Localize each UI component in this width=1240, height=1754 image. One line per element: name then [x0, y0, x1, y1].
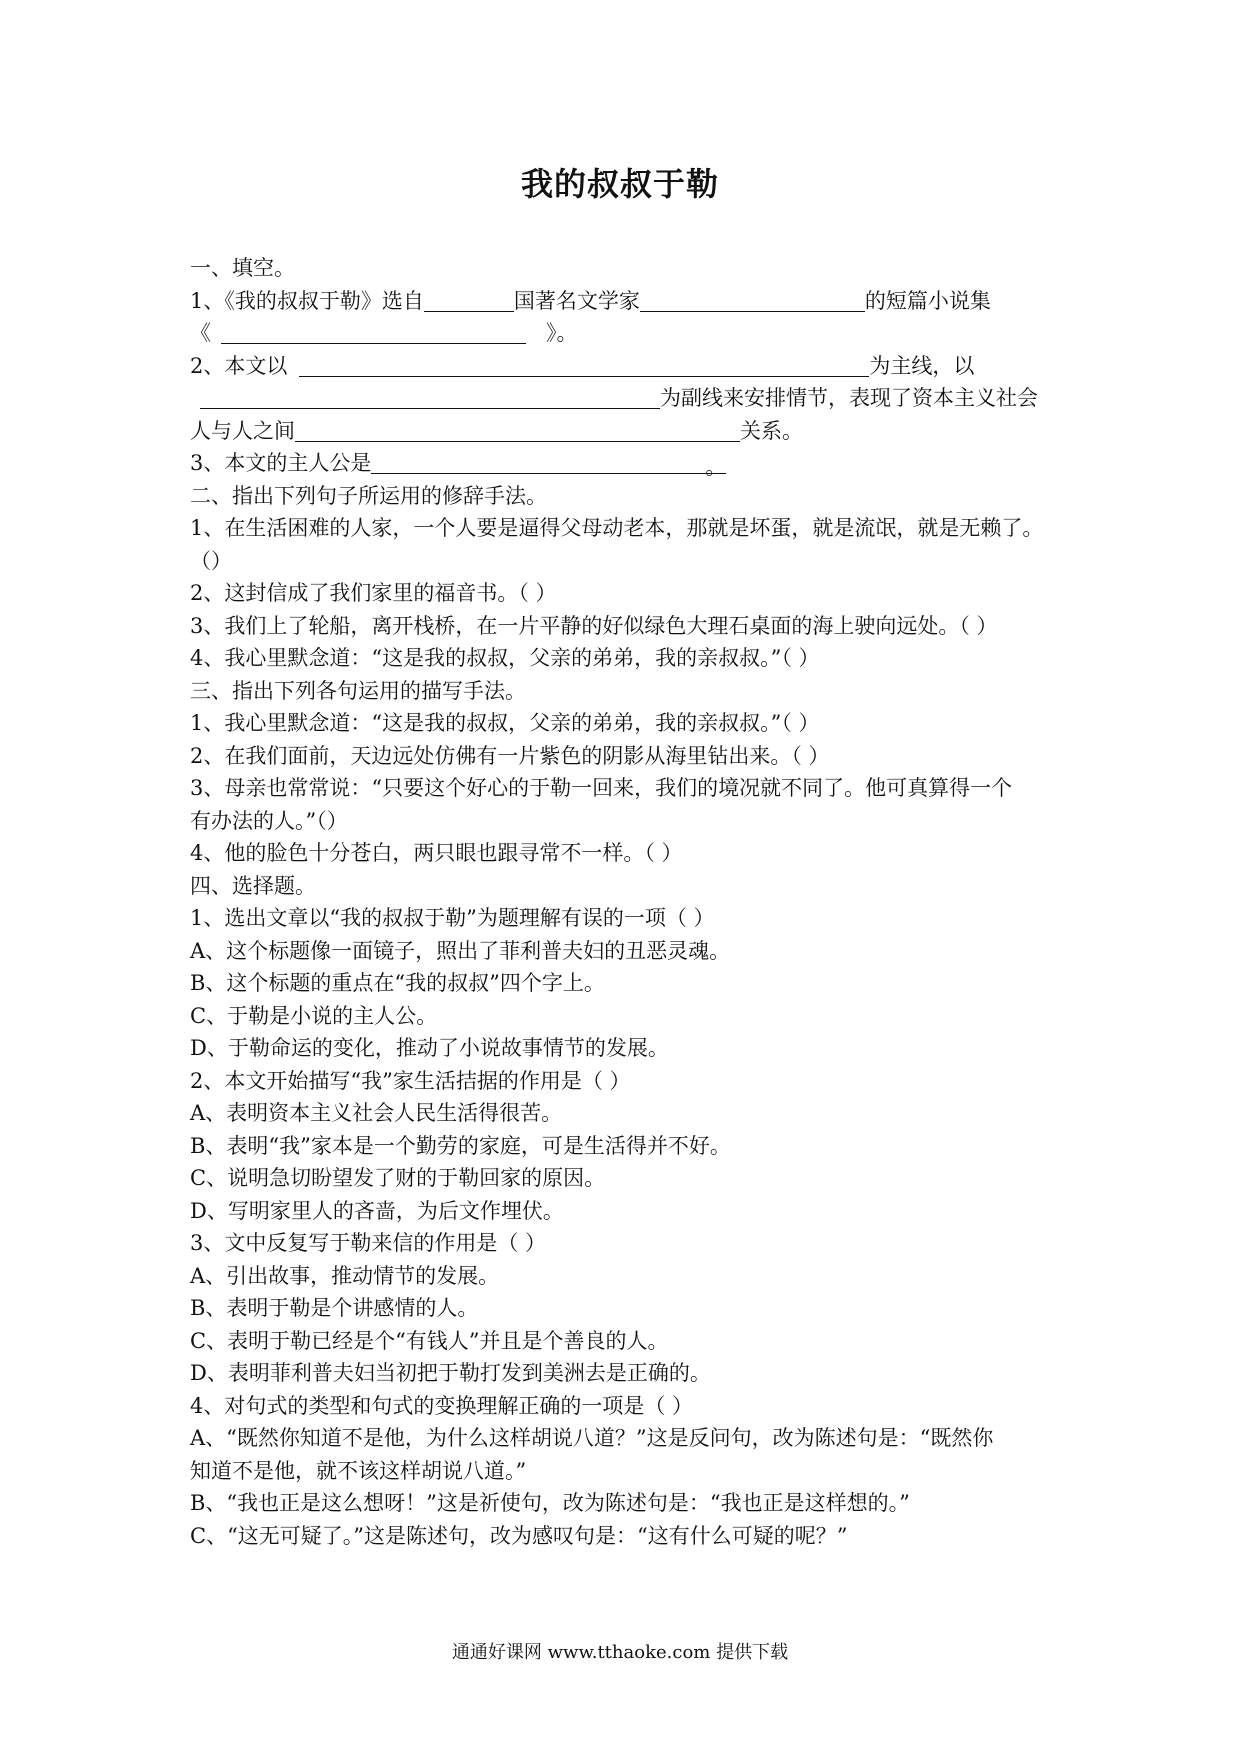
- page-title: 我的叔叔于勒: [520, 165, 719, 203]
- question-1-1-cont: [190, 317, 1060, 350]
- list-item: C、于勒是小说的主人公。: [190, 1003, 438, 1028]
- list-item: A、“既然你知道不是他，为什么这样胡说八道？”这是反问句，改为陈述句是：“既然你: [190, 1426, 994, 1450]
- question-text: 为副线来安排情节，表现了资本主义社会: [660, 386, 1038, 410]
- list-item: A、这个标题像一面镜子，照出了菲利普夫妇的丑恶灵魂。: [190, 938, 731, 963]
- answer-blank[interactable]: [200, 386, 660, 409]
- list-item: B、“我也正是这么想呀！”这是祈使句，改为陈述句是：“我也正是这样想的。”: [190, 1491, 910, 1515]
- list-item: A、表明资本主义社会人民生活得很苦。: [190, 1101, 563, 1125]
- question-1-2-cont2: [190, 415, 1060, 448]
- list-item: 3、文中反复写于勒来信的作用是（ ）: [190, 1231, 547, 1255]
- question-text: 1、《我的叔叔于勒》选自: [190, 288, 424, 313]
- list-item: 1、在生活困难的人家，一个人要是逼得父母动老本，那就是坏蛋，就是流氓，就是无赖了。: [190, 516, 1044, 540]
- list-item: D、于勒命运的变化，推动了小说故事情节的发展。: [190, 1036, 669, 1060]
- list-item: 2、在我们面前，天边远处仿佛有一片紫色的阴影从海里钻出来。（ ）: [190, 743, 830, 768]
- question-text: 2、本文以: [190, 353, 288, 378]
- list-item: （）: [190, 548, 232, 573]
- list-item: B、表明于勒是个讲感情的人。: [190, 1296, 479, 1320]
- document-body: [190, 252, 1060, 1552]
- list-item: 2、本文开始描写“我”家生活拮据的作用是（ ）: [190, 1068, 631, 1093]
- list-item: 2、这封信成了我们家里的福音书。（ ）: [190, 581, 557, 605]
- answer-blank[interactable]: [295, 419, 740, 442]
- question-text: 人与人之间: [190, 418, 295, 443]
- answer-blank[interactable]: [640, 289, 865, 312]
- list-item: 1、选出文章以“我的叔叔于勒”为题理解有误的一项（ ）: [190, 906, 715, 930]
- answer-blank[interactable]: [299, 354, 869, 377]
- answer-blank[interactable]: [371, 451, 727, 479]
- list-item: C、说明急切盼望发了财的于勒回家的原因。: [190, 1166, 606, 1190]
- question-1-2-cont: [190, 382, 1060, 415]
- list-item: D、表明菲利普夫妇当初把于勒打发到美洲去是正确的。: [190, 1361, 711, 1385]
- answer-blank[interactable]: [424, 289, 514, 312]
- question-text: 3、本文的主人公是: [190, 451, 372, 475]
- list-item: B、这个标题的重点在“我的叔叔”四个字上。: [190, 971, 605, 995]
- question-text: 的短篇小说集: [864, 288, 991, 313]
- list-item: 1、我心里默念道：“这是我的叔叔，父亲的弟弟，我的亲叔叔。”（ ）: [190, 711, 820, 735]
- list-item: 4、他的脸色十分苍白，两只眼也跟寻常不一样。（ ）: [190, 841, 683, 865]
- list-item: D、写明家里人的吝啬，为后文作埋伏。: [190, 1198, 564, 1223]
- question-1-2: [190, 350, 1060, 383]
- section-heading-description: 三、指出下列各句运用的描写手法。: [190, 678, 526, 703]
- list-item: 3、我们上了轮船，离开栈桥，在一片平静的好似绿色大理石桌面的海上驶向远处。（ ）: [190, 613, 998, 638]
- list-item: 知道不是他，就不该这样胡说八道。”: [190, 1458, 527, 1483]
- question-text: 《: [190, 321, 211, 345]
- list-item: B、表明“我”家本是一个勤劳的家庭，可是生活得并不好。: [190, 1133, 731, 1158]
- list-item: 4、我心里默念道：“这是我的叔叔，父亲的弟弟，我的亲叔叔。”（ ）: [190, 646, 820, 670]
- question-text: 关系。: [740, 418, 803, 443]
- question-text: 为主线，以: [869, 353, 975, 378]
- answer-blank[interactable]: [221, 321, 526, 344]
- list-item: C、“这无可疑了。”这是陈述句，改为感叹句是：“这有什么可疑的呢？”: [190, 1523, 848, 1548]
- list-item: A、引出故事，推动情节的发展。: [190, 1263, 500, 1288]
- question-text: 。: [705, 455, 727, 479]
- list-item: 有办法的人。”（）: [190, 808, 348, 833]
- section-heading-choice: 四、选择题。: [190, 873, 316, 898]
- page-footer: 通通好课网 www.tthaoke.com 提供下载: [451, 1642, 789, 1663]
- list-item: C、表明于勒已经是个“有钱人”并且是个善良的人。: [190, 1328, 669, 1353]
- question-text: 国著名文学家: [513, 288, 640, 313]
- question-1-3: [190, 447, 1060, 480]
- question-1-1: [190, 285, 1060, 318]
- section-heading-rhetoric: 二、指出下列句子所运用的修辞手法。: [190, 483, 547, 508]
- question-text: 》。: [546, 321, 578, 345]
- section-heading-fill-blank: 一、填空。: [190, 256, 295, 280]
- list-item: 3、母亲也常常说：“只要这个好心的于勒一回来，我们的境况就不同了。他可真算得一个: [190, 776, 1013, 800]
- list-item: 4、对句式的类型和句式的变换理解正确的一项是（ ）: [190, 1393, 694, 1418]
